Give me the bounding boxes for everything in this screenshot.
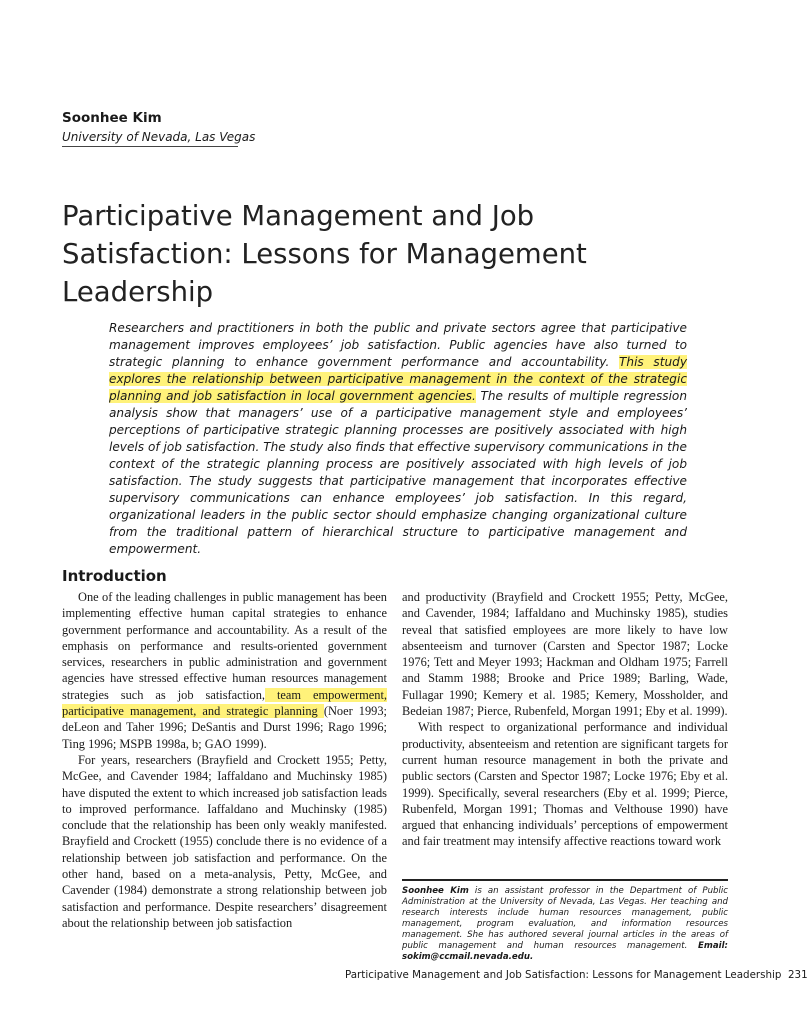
left-p1-highlight: team empowerment, participative management, and strategic planning — [62, 687, 388, 719]
right-column — [402, 589, 728, 850]
running-footer-title: Participative Management and Job Satisfaction: Lessons for Management Leadership — [345, 969, 782, 981]
article-title — [62, 197, 722, 311]
abstract — [109, 320, 687, 558]
author-footnote — [402, 879, 728, 963]
page-number: 231 — [787, 969, 808, 981]
footnote-author-name: Soonhee Kim — [402, 886, 469, 896]
left-p1-text-1: One of the leading challenges in public management has been implementing effective human capital strategies to enhance government performance and accountability. As a result of the emphasis on performance and results-oriented government services, researchers in public administration and government agencies have stressed effective human resources management strategies such as job satisfaction, — [62, 590, 387, 702]
author-affiliation: University of Nevada, Las Vegas — [62, 130, 238, 147]
left-p1-text-2: (Noer 1993; deLeon and Taher 1996; DeSantis and Durst 1996; Rago 1996; Ting 1996; MSPB 1998a, b; GAO 1999). — [62, 704, 387, 751]
right-paragraph-2: With respect to organizational performance and individual productivity, absenteeism and retention are significant targets for current human resource management in both the private and public sectors (Carsten and Spector 1987; Locke 1976; Eby et al. 1999). Specifically, several researchers (Eby et al. 1999; Pierce, Rubenfeld, Morgan 1991; Thomas and Velthouse 1990) have argued that enhancing individuals’ perceptions of empowerment and fair treatment may intensify affective reactions toward work — [402, 720, 728, 849]
left-column — [62, 589, 387, 931]
footnote-body: is an assistant professor in the Department of Public Administration at the University of Nevada, Las Vegas. Her teaching and research interests include human resources management, public management, program evaluation, and information resources management. She has authored several journal articles in the areas of public management and human resources management. — [402, 886, 728, 951]
left-paragraph-2: For years, researchers (Brayfield and Crockett 1955; Petty, McGee, and Cavender 1984; Iaffaldano and Muchinsky 1985) have disputed the extent to which increased job satisfaction leads to improved performance. Iaffaldano and Muchinsky (1985) conclude that the relationship has been only weakly manifested. Brayfield and Crockett (1955) conclude there is no evidence of a relationship between job satisfaction and performance. On the other hand, based on a meta-analysis, Petty, McGee, and Cavender (1984) demonstrate a strong relationship between job satisfaction and performance. Despite researchers’ disagreement about the relationship between job satisfaction — [62, 752, 387, 930]
abstract-highlight: This study explores the relationship between participative management in the context of the strategic planning and job satisfaction in local government agencies. — [109, 355, 687, 403]
title-line-1: Participative Management and Job — [62, 200, 535, 232]
left-paragraph-1 — [62, 589, 387, 752]
title-line-2: Satisfaction: Lessons for Management Leadership — [62, 238, 587, 308]
section-heading-introduction: Introduction — [62, 567, 167, 585]
author-name: Soonhee Kim — [62, 110, 162, 126]
right-paragraph-1: and productivity (Brayfield and Crockett 1955; Petty, McGee, and Cavender, 1984; Iaffaldano and Muchinsky 1985), studies reveal that satisfied employees are more likely to have low absenteeism and turnover (Carsten and Spector 1987; Locke 1976; Tett and Meyer 1993; Hackman and Oldham 1975; Farrell and Stamm 1988; Brooke and Price 1989; Barling, Wade, Fullagar 1990; Kemery et al. 1985; Kemery, Mossholder, and Bedeian 1987; Pierce, Rubenfeld, Morgan 1991; Eby et al. 1999). — [402, 590, 728, 719]
footnote-email: Email: sokim@ccmail.nevada.edu. — [402, 941, 728, 962]
abstract-text-2: The results of multiple regression analysis show that managers’ use of a participative management style and employees’ perceptions of participative strategic planning processes are positively associated with high levels of job satisfaction. The study also finds that effective supervisory communications in the context of the strategic planning process are positively associated with high levels of job satisfaction. The study suggests that participative management that incorporates effective supervisory communications can enhance employees’ job satisfaction. In this regard, organizational leaders in the public sector should emphasize changing organizational culture from the traditional pattern of hierarchical structure to participative management and empowerment. — [109, 389, 687, 556]
abstract-text-1: Researchers and practitioners in both the public and private sectors agree that participative management improves employees’ job satisfaction. Public agencies have also turned to strategic planning to enhance government performance and accountability. — [109, 321, 687, 369]
running-footer — [345, 969, 808, 981]
